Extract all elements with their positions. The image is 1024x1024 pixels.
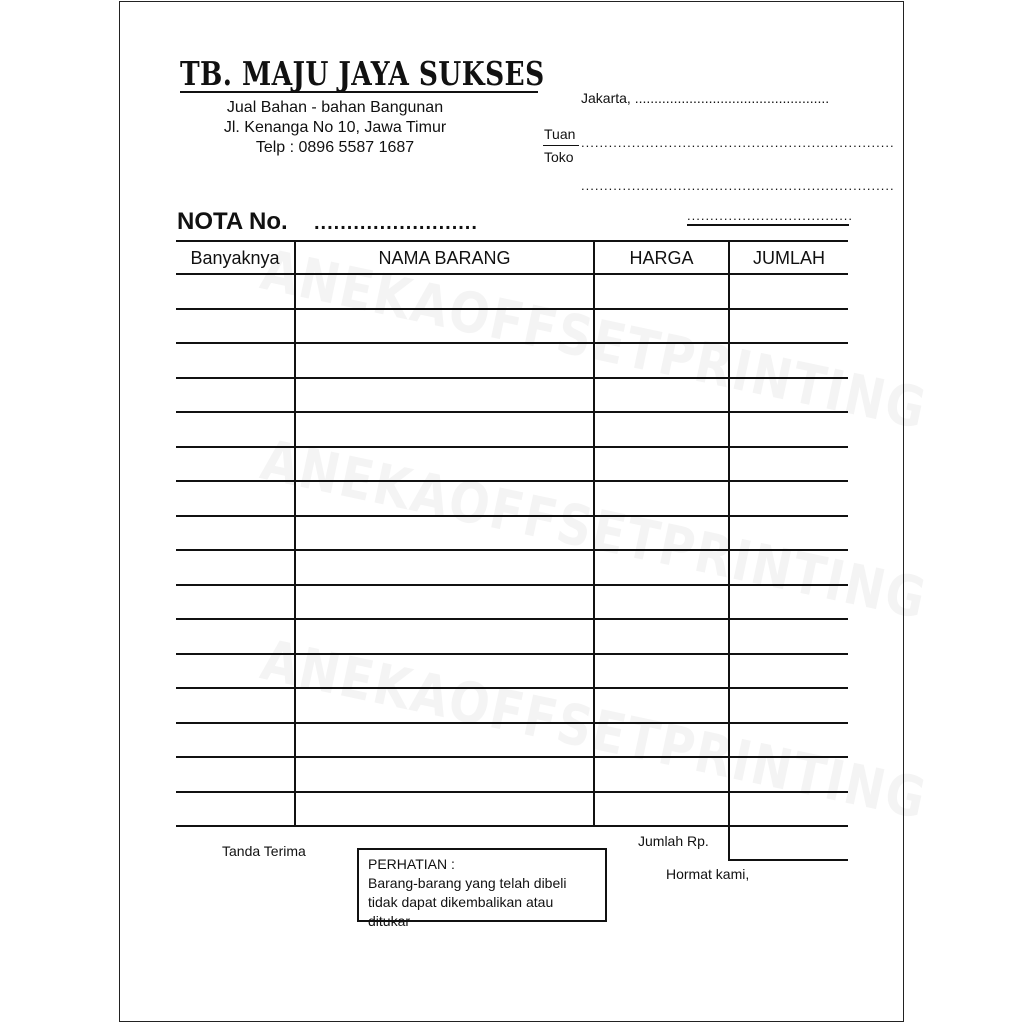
col-divider-3 — [728, 240, 730, 860]
toko-label: Toko — [544, 149, 574, 165]
tuan-toko-divider — [543, 145, 579, 146]
table-row-line — [176, 515, 848, 517]
store-address: Jl. Kenanga No 10, Jawa Timur — [223, 119, 447, 136]
table-row-line — [176, 722, 848, 724]
notice-title: PERHATIAN : — [368, 856, 455, 872]
table-top-border — [176, 240, 848, 242]
store-tagline: Jual Bahan - bahan Bangunan — [226, 99, 444, 116]
total-box-bottom — [728, 859, 848, 861]
table-row-line — [176, 480, 848, 482]
table-row-line — [176, 653, 848, 655]
customer-line: .................................................................... — [581, 135, 895, 150]
table-row-line — [176, 825, 848, 827]
notice-box — [357, 848, 607, 929]
store-name-underline — [180, 91, 538, 93]
notice-line-2: tidak dapat dikembalikan atau ditukar — [368, 894, 554, 929]
tuan-label: Tuan — [544, 126, 576, 142]
table-row-line — [176, 687, 848, 689]
hormat-kami-label: Hormat kami, — [666, 866, 750, 882]
table-row-line — [176, 584, 848, 586]
header-banyaknya: Banyaknya — [190, 248, 280, 268]
tanda-terima-label: Tanda Terima — [222, 843, 306, 859]
nota-number-field: ......................... — [314, 212, 478, 234]
customer-line-3: .................................... — [687, 208, 854, 223]
table-header-border — [176, 273, 848, 275]
header-rule — [687, 224, 849, 226]
store-phone: Telp : 0896 5587 1687 — [255, 139, 415, 156]
store-name: TB. MAJU JAYA SUKSES — [180, 54, 545, 93]
col-divider-1 — [294, 240, 296, 826]
table-row-line — [176, 411, 848, 413]
table-row-line — [176, 618, 848, 620]
city-date-field: Jakarta, .................................................. — [581, 90, 830, 106]
header-jumlah: JUMLAH — [752, 248, 825, 268]
table-row-line — [176, 756, 848, 758]
header-nama-barang: NAMA BARANG — [378, 248, 511, 268]
table-row-line — [176, 791, 848, 793]
nota-label: NOTA No. — [177, 208, 288, 235]
header-harga: HARGA — [629, 248, 694, 268]
col-divider-2 — [593, 240, 595, 826]
table-row-line — [176, 377, 848, 379]
table-row-line — [176, 446, 848, 448]
table-row-line — [176, 549, 848, 551]
jumlah-rp-label: Jumlah Rp. — [638, 833, 709, 849]
table-row-line — [176, 308, 848, 310]
invoice-form — [119, 1, 904, 1022]
customer-line-2: .................................................................... — [581, 178, 895, 193]
notice-line-1: Barang-barang yang telah dibeli — [368, 875, 567, 891]
table-row-line — [176, 342, 848, 344]
